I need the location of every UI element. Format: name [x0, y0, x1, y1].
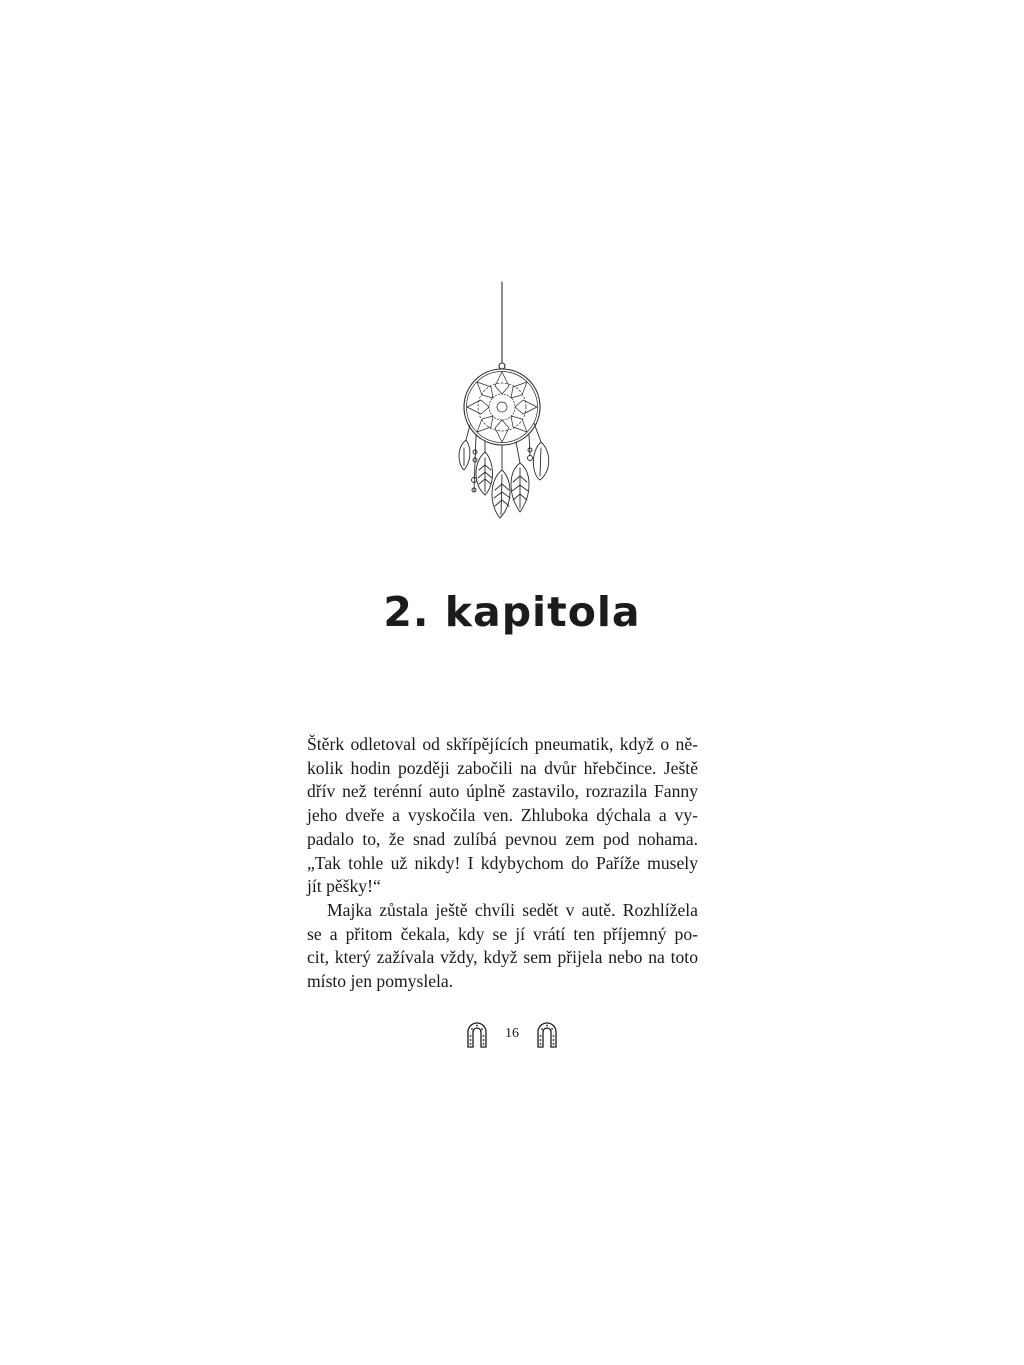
page-number: 16	[505, 1026, 519, 1041]
text-line: padalo to, že snad zulíbá pevnou zem pod nohama.	[307, 828, 698, 849]
text-line: jít pěšky!“	[307, 876, 381, 897]
chapter-title: 2. kapitola	[383, 588, 641, 636]
body-text	[307, 733, 698, 994]
text-line: se a přitom čekala, kdy se jí vrátí ten příjemný po-	[307, 923, 698, 944]
dreamcatcher-icon	[440, 280, 565, 525]
text-line: dřív než terénní auto úplně zastavilo, rozrazila Fanny	[307, 781, 698, 802]
text-line: Štěrk odletoval od skřípějících pneumatik, když o ně-	[307, 734, 698, 754]
text-line: cit, který zažívala vždy, když sem přijela nebo na toto	[307, 947, 698, 968]
folio	[0, 1019, 1024, 1049]
text-line: Majka zůstala ještě chvíli sedět v autě. Rozhlížela	[327, 899, 698, 920]
horseshoe-icon	[465, 1020, 489, 1048]
text-line: jeho dveře a vyskočila ven. Zhluboka dýchala a vy-	[307, 805, 698, 826]
text-line: „Tak tohle už nikdy! I kdybychom do Paříže musely	[307, 852, 698, 873]
text-line: kolik hodin později zabočili na dvůr hřebčince. Ještě	[307, 757, 698, 778]
text-line: místo jen pomyslela.	[307, 971, 454, 992]
horseshoe-icon	[535, 1020, 559, 1048]
